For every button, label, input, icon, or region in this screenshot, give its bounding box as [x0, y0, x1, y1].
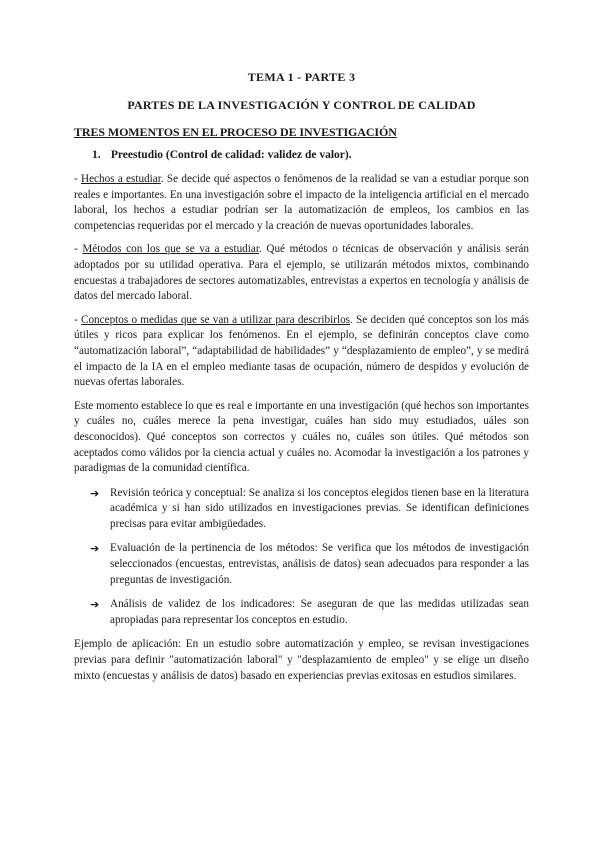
section-heading: TRES MOMENTOS EN EL PROCESO DE INVESTIGACIÓN [74, 125, 397, 139]
list-item-text: Análisis de validez de los indicadores: Se aseguran de que las medidas utilizadas sean apropiadas para representar los conceptos en estudio. [110, 598, 529, 626]
document-page [74, 70, 529, 692]
paragraph-metodos: - Métodos con los que se va a estudiar. Qué métodos o técnicas de observación y análisis serán adoptados por su utilidad operativa. Para el ejemplo, se utilizarán métodos mixtos, combinando encuestas a trabajadores de sectores automatizables, entrevistas a expertos en tecnología y análisis de datos del mercado laboral. [74, 243, 529, 303]
paragraph-lead: Métodos con los que se va a estudiar [82, 243, 259, 256]
list-item [74, 541, 529, 588]
paragraph-lead: Conceptos o medidas que se van a utilizar para describirlos [80, 313, 351, 326]
arrow-bullet-icon: ➔ [90, 542, 100, 556]
bullet-list [74, 486, 529, 629]
list-item-text: Revisión teórica y conceptual: Se analiza si los conceptos elegidos tienen base en la literatura académica y si han sido utilizados en investigaciones previas. Se identifican definiciones precisas para evitar ambigüedades. [110, 486, 529, 530]
numbered-item [92, 148, 529, 162]
paragraph-lead: Hechos a estudiar [81, 173, 161, 185]
list-item-text: Evaluación de la pertinencia de los métodos: Se verifica que los métodos de investigación seleccionados (encuestas, entrevistas, análisis de datos) sean adecuados para responder a las preguntas de investigación. [110, 542, 529, 586]
document-subtitle: PARTES DE LA INVESTIGACIÓN Y CONTROL DE CALIDAD [127, 98, 476, 112]
paragraph-body: . Se decide qué aspectos o fenómenos de la realidad se van a estudiar porque son reales e importantes. En una investigación sobre el impacto de la inteligencia artificial en el mercado laboral, los hechos a estudiar podrían ser la automatización de empleos, los cambios en las competencias requeridas por el mercado y la creación de nuevas oportunidades laborales. [74, 173, 529, 232]
arrow-bullet-icon: ➔ [90, 598, 100, 612]
list-item [74, 486, 529, 533]
example-paragraph: Ejemplo de aplicación: En un estudio sobre automatización y empleo, se revisan investigaciones previas para definir "automatización laboral" y "desplazamiento de empleo" y se elige un diseño mixto (encuestas y análisis de datos) basado en experiencias previas exitosas en estudios similares. [74, 638, 529, 682]
paragraph-body: . Qué métodos o técnicas de observación y análisis serán adoptados por su utilidad operativa. Para el ejemplo, se utilizarán métodos mixtos, combinando encuestas a trabajadores de sectores automatizables, entrevistas a expertos en tecnología y análisis de datos del mercado laboral. [74, 243, 529, 303]
list-item [74, 597, 529, 628]
paragraph-hechos: - Hechos a estudiar. Se decide qué aspectos o fenómenos de la realidad se van a estudiar porque son reales e importantes. En una investigación sobre el impacto de la inteligencia artificial en el mercado laboral, los hechos a estudiar podrían ser la automatización de empleos, los cambios en las competencias requeridas por el mercado y la creación de nuevas oportunidades laborales. [74, 173, 529, 232]
item-number: 1. [92, 149, 101, 161]
paragraph-body: . Se deciden qué conceptos son los más útiles y ricos para explicar los fenómenos. En el ejemplo, se definirán conceptos clave como “automatización laboral”, “adaptabilidad de habilidades” y “desplazamiento de empleo”, y se medirá el impacto de la IA en el empleo mediante tasas de ocupación, número de despidos y evolución de nuevas ofertas laborales. [74, 313, 530, 389]
summary-paragraph: Este momento establece lo que es real e importante en una investigación (qué hechos son importantes y cuáles no, cuáles merece la pena investigar, cuáles han sido muy estudiados, uáles son desconocidos). Qué conceptos son correctos y cuáles no, cuáles son útiles. Qué métodos son aceptados como válidos por la ciencia actual y cuáles no. Acomodar la investigación a los patrones y paradigmas de la comunidad científica. [74, 399, 529, 475]
item-text: Preestudio (Control de calidad: validez de valor). [110, 149, 352, 161]
document-title: TEMA 1 - PARTE 3 [247, 70, 356, 84]
paragraph-conceptos: - Conceptos o medidas que se van a utilizar para describirlos. Se deciden qué conceptos son los más útiles y ricos para explicar los fenómenos. En el ejemplo, se definirán conceptos clave como “automatización laboral”, “adaptabilidad de habilidades” y “desplazamiento de empleo”, y se medirá el impacto de la IA en el empleo mediante tasas de ocupación, número de despidos y evolución de nuevas ofertas laborales. [74, 313, 530, 389]
arrow-bullet-icon: ➔ [90, 486, 100, 500]
